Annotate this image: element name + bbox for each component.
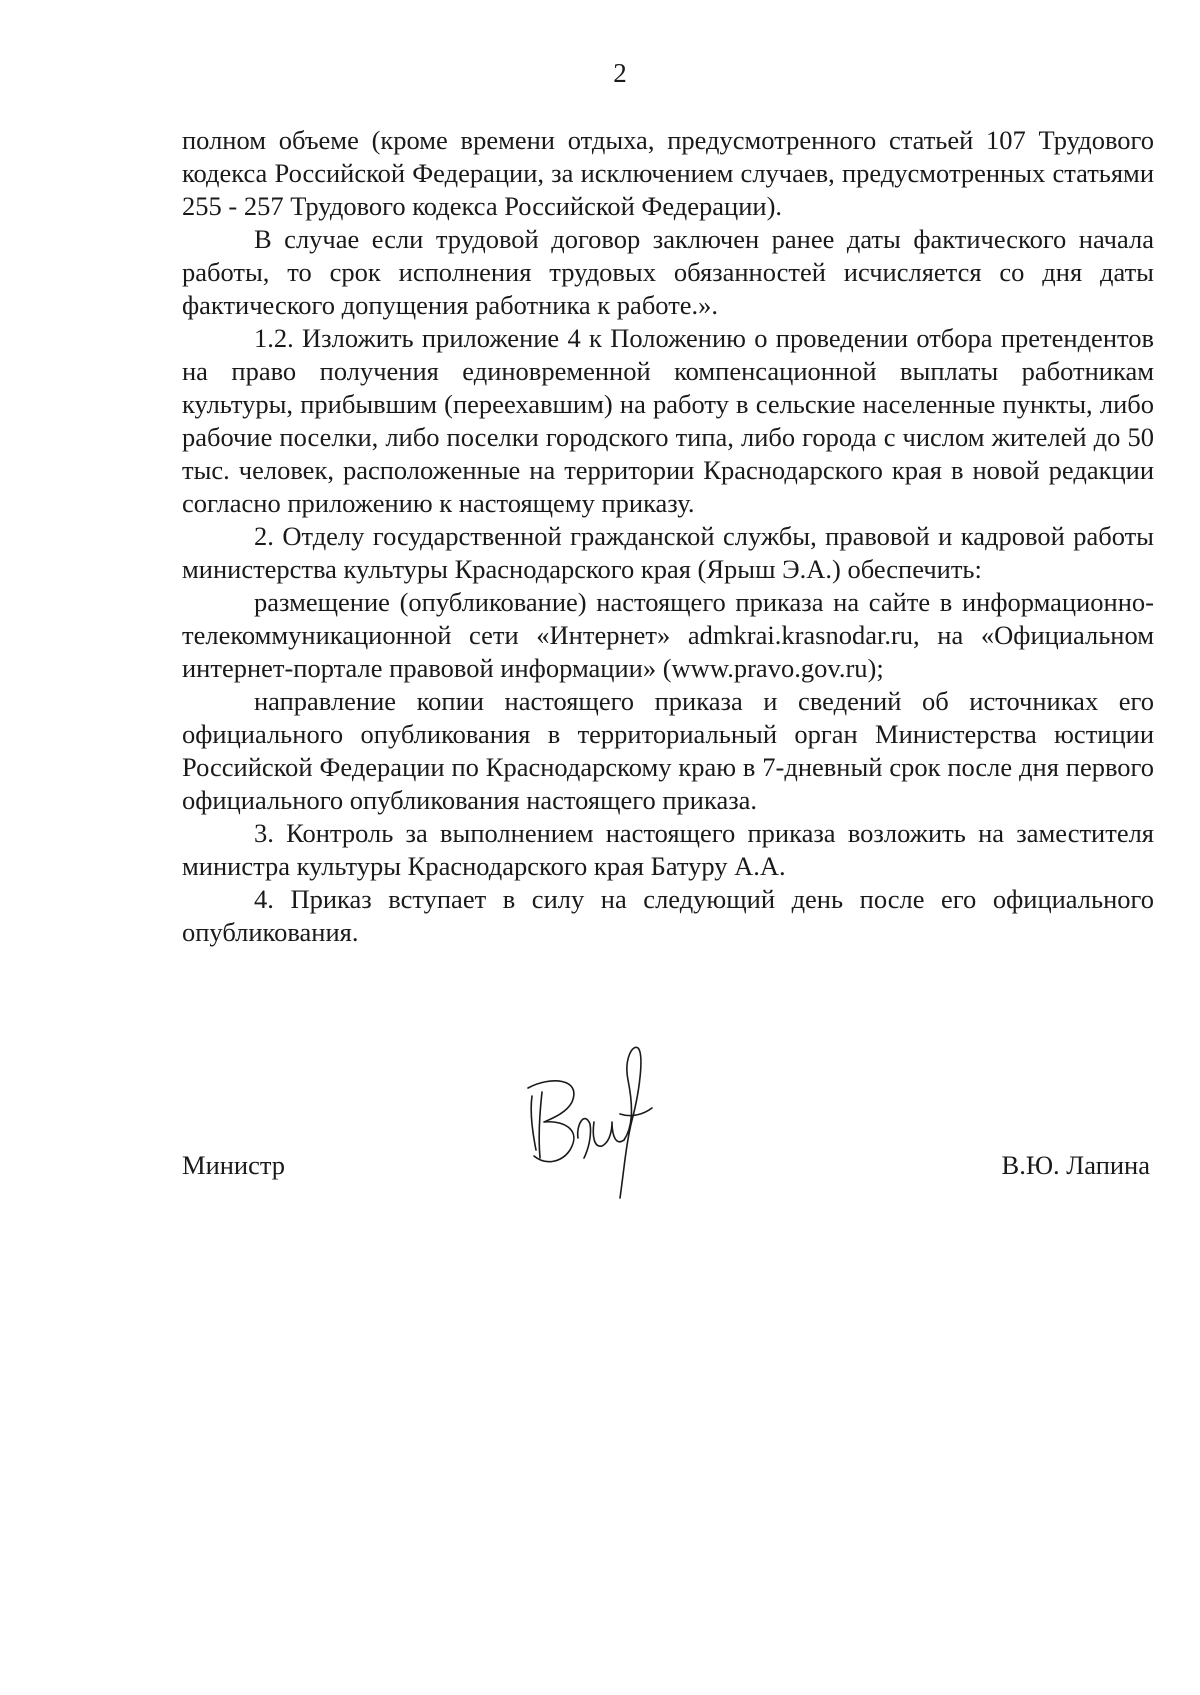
paragraph-2-department: 2. Отделу государственной гражданской службы, правовой и кадровой работы министерства культуры Краснодарского края (Ярыш Э.А.) обеспечить: <box>182 521 1154 584</box>
paragraph-work-start-date: В случае если трудовой договор заключен ранее даты фактического начала работы, то срок исполнения трудовых обязанностей исчисляется со дня даты фактического допущения работника к работе.». <box>182 224 1154 320</box>
paragraph-2-publication: размещение (опубликование) настоящего приказа на сайте в информационно-телекоммуникационной сети «Интернет» admkrai.krasnodar.ru, на «Официальном интернет-портале правовой информации» (www.pravo.gov.ru); <box>182 587 1154 683</box>
page-number: 2 <box>613 58 627 88</box>
signer-position: Министр <box>182 1150 286 1180</box>
paragraph-4-effective-date: 4. Приказ вступает в силу на следующий день после его официального опубликования. <box>182 884 1154 947</box>
signer-name: В.Ю. Лапина <box>1001 1150 1150 1180</box>
paragraph-1-2-appendix: 1.2. Изложить приложение 4 к Положению о проведении отбора претендентов на право получения единовременной компенсационной выплаты работникам культуры, прибывшим (переехавшим) на работу в сельские населенные пункты, либо рабочие поселки, либо поселки городского типа, либо города с числом жителей до 50 тыс. человек, расположенные на территории Краснодарского края в новой редакции согласно приложению к настоящему приказу. <box>182 323 1154 518</box>
signature-row <box>182 1150 1150 1190</box>
document-body <box>182 124 1154 949</box>
paragraph-continuation: полном объеме (кроме времени отдыха, предусмотренного статьей 107 Трудового кодекса Российской Федерации, за исключением случаев, предусмотренных статьями 255 - 257 Трудового кодекса Российской Федерации). <box>182 125 1154 221</box>
paragraph-3-control: 3. Контроль за выполнением настоящего приказа возложить на заместителя министра культуры Краснодарского края Батуру А.А. <box>182 818 1154 881</box>
paragraph-2-ministry-of-justice: направление копии настоящего приказа и сведений об источниках его официального опубликования в территориальный орган Министерства юстиции Российской Федерации по Краснодарскому краю в 7-дневный срок после дня первого официального опубликования настоящего приказа. <box>182 686 1154 815</box>
